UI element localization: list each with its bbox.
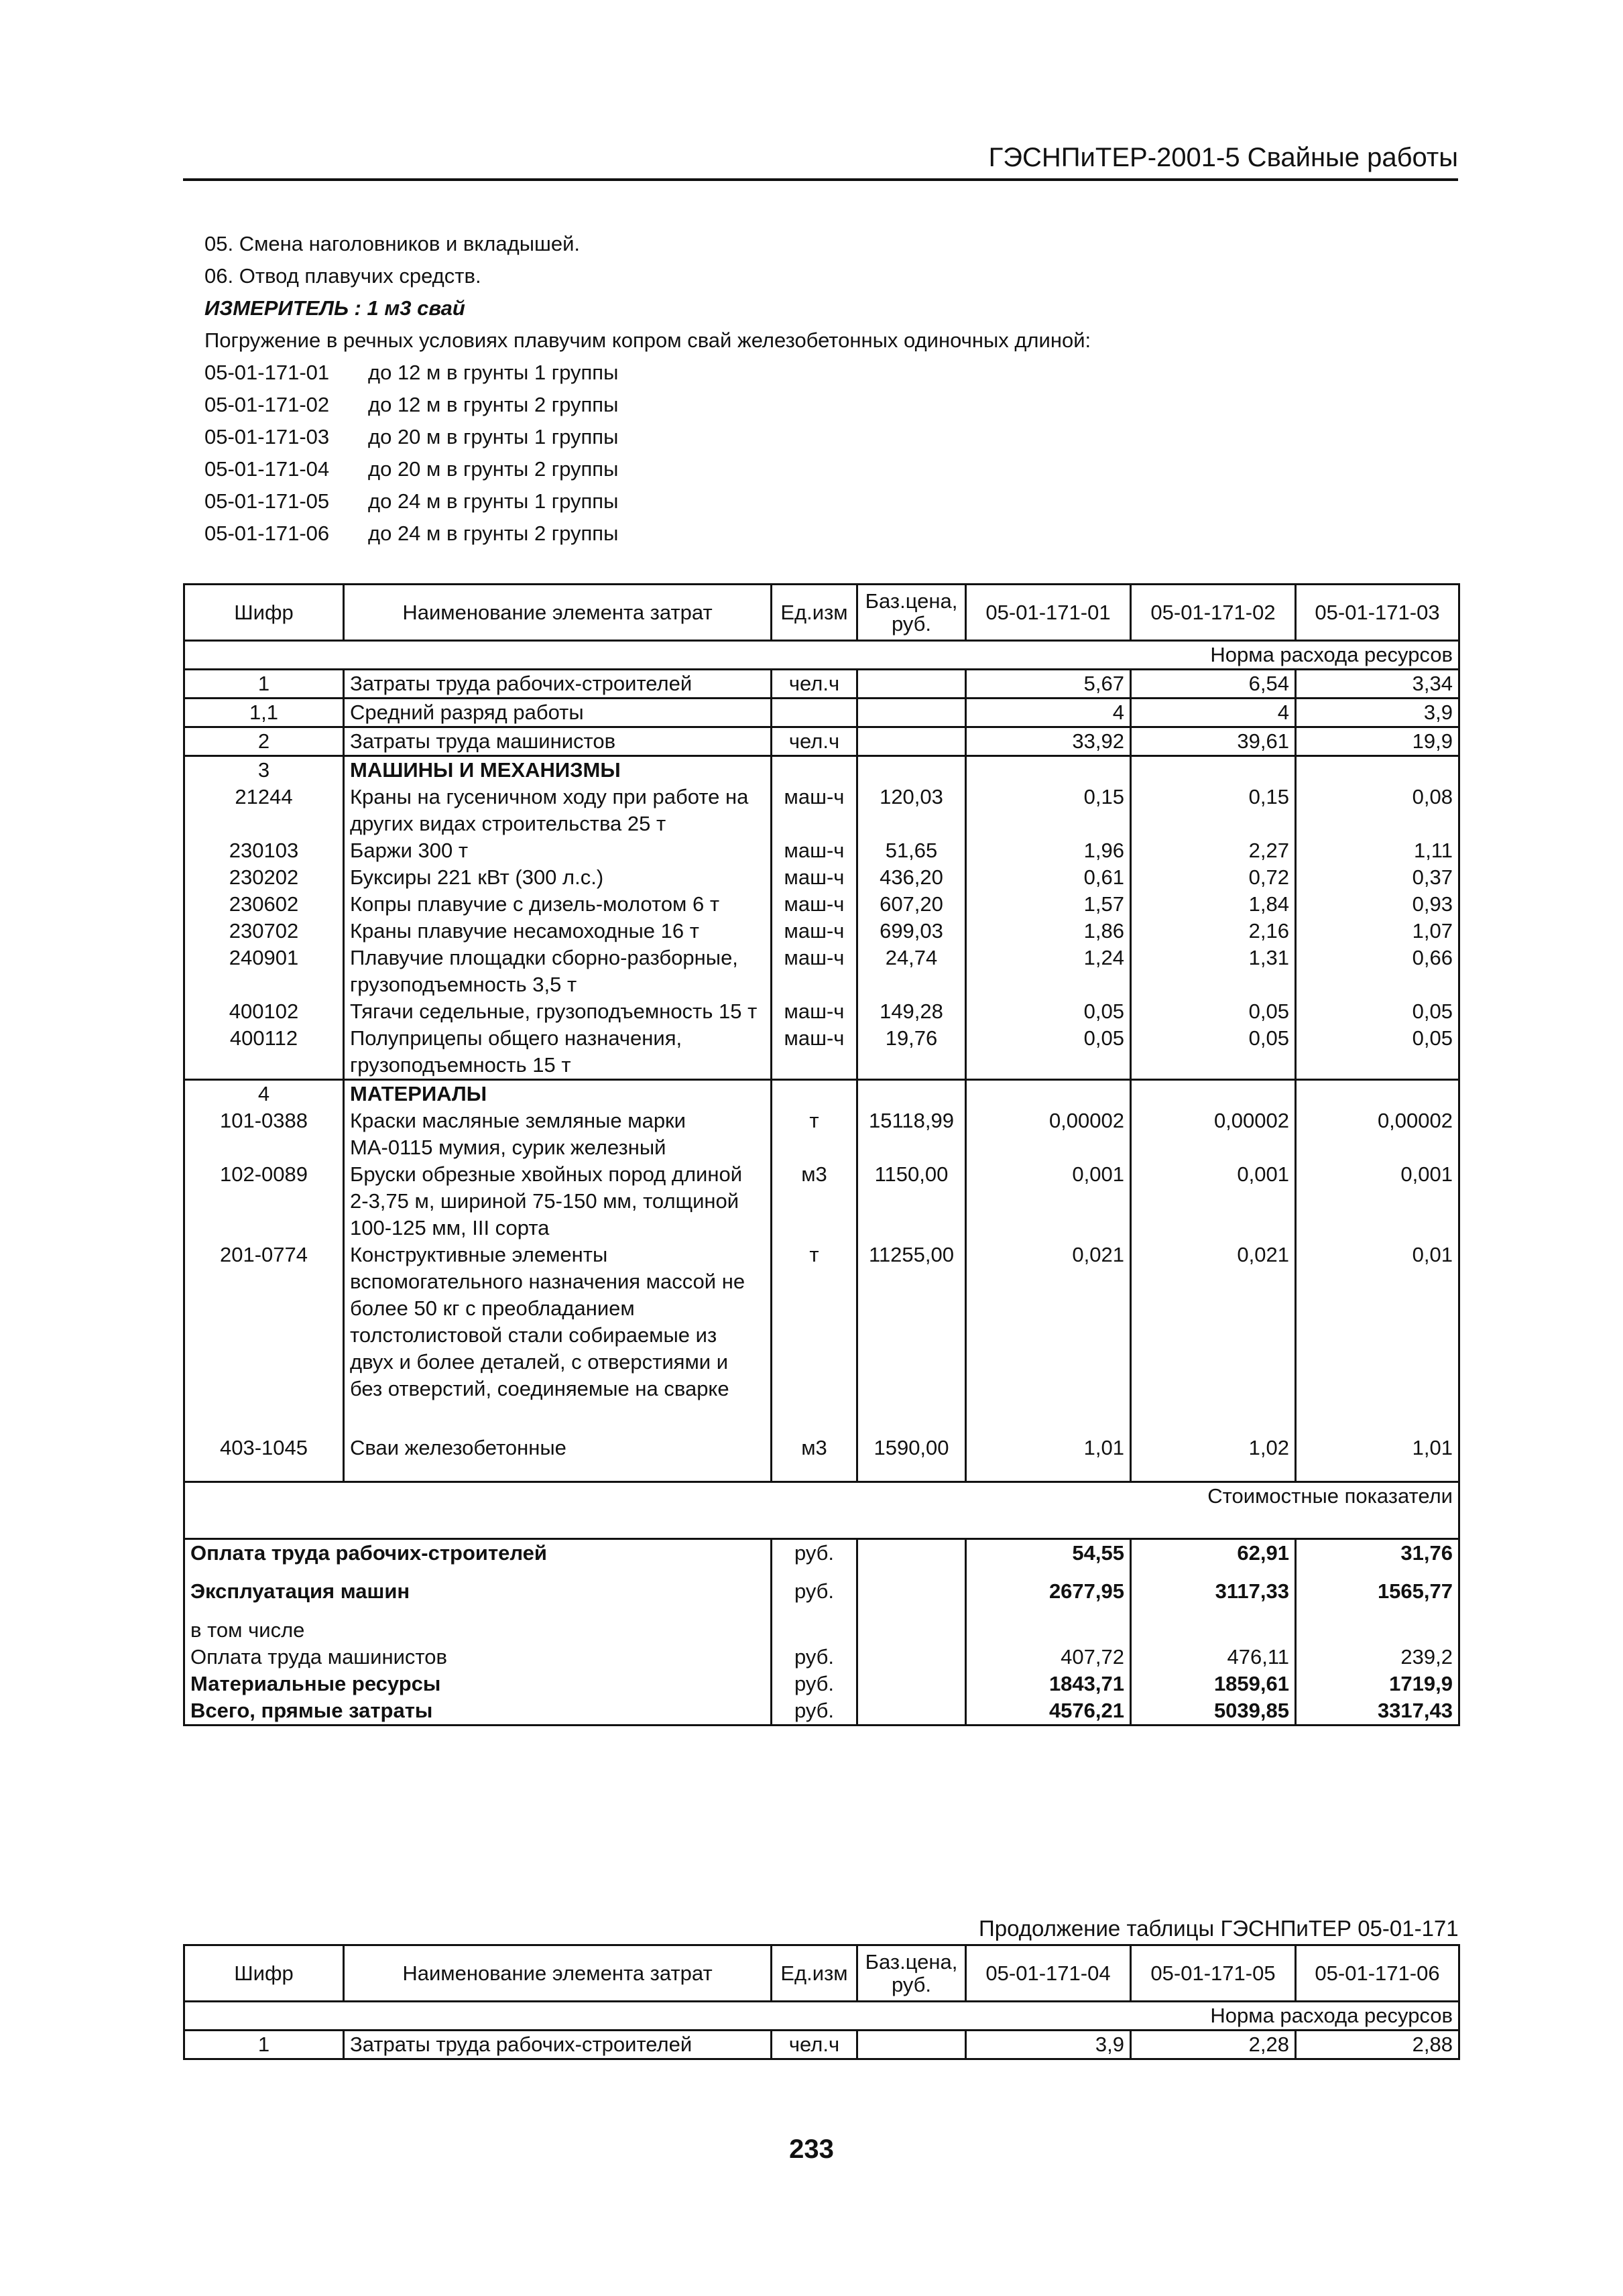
row-value-2: 1,02	[1131, 1435, 1296, 1482]
item-line	[204, 518, 1445, 550]
row-code: 201-0774	[184, 1242, 344, 1435]
row-unit: чел.ч	[772, 2031, 857, 2059]
header-col-3: 05-01-171-06	[1296, 1945, 1459, 2002]
header-price: Баз.цена, руб.	[857, 585, 966, 641]
section-row	[184, 1080, 1459, 1108]
item-code: 05-01-171-04	[204, 457, 330, 481]
row-code: 230702	[184, 918, 344, 945]
step-line: 05. Смена наголовников и вкладышей.	[204, 232, 581, 255]
table-row	[184, 1161, 1459, 1242]
row-value-1: 33,92	[966, 727, 1131, 756]
row-code: 230602	[184, 891, 344, 918]
cost-value-2: 5039,85	[1131, 1697, 1296, 1726]
row-unit: чел.ч	[772, 727, 857, 756]
row-value-2: 2,28	[1131, 2031, 1296, 2059]
row-name: Краны плавучие несамоходные 16 т	[344, 918, 772, 945]
row-value-1: 0,05	[966, 998, 1131, 1025]
row-value-1: 5,67	[966, 670, 1131, 699]
row-value-2: 0,021	[1131, 1242, 1296, 1435]
cost-unit: руб.	[772, 1644, 857, 1671]
row-value-3: 0,05	[1296, 1025, 1459, 1080]
cost-value-3: 239,2	[1296, 1644, 1459, 1671]
row-price: 149,28	[857, 998, 966, 1025]
row-value-2: 2,27	[1131, 837, 1296, 864]
row-price	[857, 670, 966, 699]
row-value-1: 0,15	[966, 784, 1131, 837]
row-code: 1,1	[184, 699, 344, 727]
row-value-1: 1,96	[966, 837, 1131, 864]
row-code: 1	[184, 2031, 344, 2059]
row-name: Затраты труда рабочих-строителей	[344, 2031, 772, 2059]
cost-unit: руб.	[772, 1578, 857, 1617]
row-value-1: 1,01	[966, 1435, 1131, 1482]
intro-block	[204, 228, 1445, 550]
header-col-3: 05-01-171-03	[1296, 585, 1459, 641]
row-name: Копры плавучие с дизель-молотом 6 т	[344, 891, 772, 918]
row-code: 400112	[184, 1025, 344, 1080]
running-header	[183, 135, 1458, 181]
table-row	[184, 1025, 1459, 1080]
header-col-2: 05-01-171-02	[1131, 585, 1296, 641]
row-name: Краны на гусеничном ходу при работе на других видах строительства 25 т	[344, 784, 772, 837]
header-price: Баз.цена, руб.	[857, 1945, 966, 2002]
table-row	[184, 1107, 1459, 1161]
table-row	[184, 670, 1459, 699]
section-heading: МАТЕРИАЛЫ	[344, 1080, 772, 1108]
row-unit	[772, 699, 857, 727]
row-value-3: 0,08	[1296, 784, 1459, 837]
cost-row	[184, 1644, 1459, 1671]
row-price	[857, 2031, 966, 2059]
cost-value-3: 1565,77	[1296, 1578, 1459, 1617]
row-name: Средний разряд работы	[344, 699, 772, 727]
cost-value-1: 1843,71	[966, 1671, 1131, 1697]
item-line	[204, 389, 1445, 421]
cost-label: Стоимостные показатели	[184, 1482, 1459, 1510]
row-value-2: 0,00002	[1131, 1107, 1296, 1161]
table-row	[184, 837, 1459, 864]
row-name: Конструктивные элементы вспомогательного назначения массой не более 50 кг с преобладанием толстолистовой стали собираемые из двух и более деталей, с отверстиями и без отверстий, соединяемые на сварке	[344, 1242, 772, 1435]
row-value-2: 1,84	[1131, 891, 1296, 918]
row-value-2: 0,05	[1131, 998, 1296, 1025]
norm-label: Норма расхода ресурсов	[184, 2002, 1459, 2031]
cost-unit: руб.	[772, 1671, 857, 1697]
row-name: Буксиры 221 кВт (300 л.с.)	[344, 864, 772, 891]
row-code: 403-1045	[184, 1435, 344, 1482]
row-price	[857, 699, 966, 727]
cost-unit: руб.	[772, 1539, 857, 1578]
row-name: Баржи 300 т	[344, 837, 772, 864]
row-value-3: 0,93	[1296, 891, 1459, 918]
row-value-3: 3,34	[1296, 670, 1459, 699]
row-name: Сваи железобетонные	[344, 1435, 772, 1482]
row-code: 240901	[184, 945, 344, 998]
cost-row	[184, 1539, 1459, 1578]
header-col-1: 05-01-171-01	[966, 585, 1131, 641]
row-unit: маш-ч	[772, 837, 857, 864]
table-row	[184, 699, 1459, 727]
row-code: 101-0388	[184, 1107, 344, 1161]
row-value-3: 0,01	[1296, 1242, 1459, 1435]
cost-name: в том числе	[184, 1617, 772, 1644]
table-header-row	[184, 585, 1459, 641]
row-value-1: 0,021	[966, 1242, 1131, 1435]
item-text: до 24 м в грунты 2 группы	[368, 522, 619, 545]
row-code: 230202	[184, 864, 344, 891]
step-line: 06. Отвод плавучих средств.	[204, 264, 481, 288]
row-name: Краски масляные земляные марки МА-0115 мумия, сурик железный	[344, 1107, 772, 1161]
cost-value-2: 62,91	[1131, 1539, 1296, 1578]
row-code: 1	[184, 670, 344, 699]
page-number: 233	[789, 2134, 834, 2164]
row-unit: маш-ч	[772, 945, 857, 998]
row-price: 51,65	[857, 837, 966, 864]
row-name: Бруски обрезные хвойных пород длиной 2-3,75 м, шириной 75-150 мм, толщиной 100-125 мм, III сорта	[344, 1161, 772, 1242]
cost-value-2: 3117,33	[1131, 1578, 1296, 1617]
row-value-1: 0,00002	[966, 1107, 1131, 1161]
cost-value-3: 31,76	[1296, 1539, 1459, 1578]
row-price: 699,03	[857, 918, 966, 945]
header-code: Шифр	[184, 585, 344, 641]
cost-value-2: 476,11	[1131, 1644, 1296, 1671]
row-value-1: 4	[966, 699, 1131, 727]
row-price: 19,76	[857, 1025, 966, 1080]
item-line	[204, 421, 1445, 453]
cost-value-1: 2677,95	[966, 1578, 1131, 1617]
item-line	[204, 357, 1445, 389]
cost-row	[184, 1617, 1459, 1644]
header-name: Наименование элемента затрат	[344, 1945, 772, 2002]
table-row	[184, 918, 1459, 945]
table-row	[184, 998, 1459, 1025]
norm-label-row	[184, 641, 1459, 670]
item-text: до 12 м в грунты 1 группы	[368, 361, 619, 384]
row-value-3: 1,11	[1296, 837, 1459, 864]
cost-row	[184, 1671, 1459, 1697]
row-value-3: 0,37	[1296, 864, 1459, 891]
table-row	[184, 1435, 1459, 1482]
row-code: 21244	[184, 784, 344, 837]
norm-label: Норма расхода ресурсов	[184, 641, 1459, 670]
row-value-2: 0,72	[1131, 864, 1296, 891]
header-col-2: 05-01-171-05	[1131, 1945, 1296, 2002]
header-code: Шифр	[184, 1945, 344, 2002]
table-row	[184, 784, 1459, 837]
cost-label-row	[184, 1482, 1459, 1510]
row-price: 15118,99	[857, 1107, 966, 1161]
row-value-3: 0,66	[1296, 945, 1459, 998]
section-row	[184, 756, 1459, 784]
cost-spacer-row	[184, 1510, 1459, 1539]
item-code: 05-01-171-03	[204, 425, 330, 448]
row-code: 400102	[184, 998, 344, 1025]
row-code: 102-0089	[184, 1161, 344, 1242]
table-row	[184, 2031, 1459, 2059]
item-line	[204, 485, 1445, 518]
row-value-2: 0,15	[1131, 784, 1296, 837]
row-unit: т	[772, 1242, 857, 1435]
row-unit: т	[772, 1107, 857, 1161]
row-value-1: 0,001	[966, 1161, 1131, 1242]
header-col-1: 05-01-171-04	[966, 1945, 1131, 2002]
measure-unit: ИЗМЕРИТЕЛЬ : 1 м3 свай	[204, 296, 465, 320]
row-value-2: 6,54	[1131, 670, 1296, 699]
item-code: 05-01-171-01	[204, 361, 330, 384]
row-unit: маш-ч	[772, 918, 857, 945]
header-unit: Ед.изм	[772, 585, 857, 641]
section-title: Погружение в речных условиях плавучим копром свай железобетонных одиночных длиной:	[204, 328, 1091, 352]
cost-name: Всего, прямые затраты	[184, 1697, 772, 1726]
cost-unit: руб.	[772, 1697, 857, 1726]
row-code: 230103	[184, 837, 344, 864]
row-unit: маш-ч	[772, 1025, 857, 1080]
continuation-caption: Продолжение таблицы ГЭСНПиТЕР 05-01-171	[979, 1916, 1459, 1941]
row-value-2: 4	[1131, 699, 1296, 727]
header-name: Наименование элемента затрат	[344, 585, 772, 641]
row-value-3: 0,00002	[1296, 1107, 1459, 1161]
cost-name: Эксплуатация машин	[184, 1578, 772, 1617]
row-unit: маш-ч	[772, 891, 857, 918]
row-value-3: 0,05	[1296, 998, 1459, 1025]
row-value-1: 1,24	[966, 945, 1131, 998]
item-code: 05-01-171-05	[204, 489, 330, 513]
row-value-3: 2,88	[1296, 2031, 1459, 2059]
row-name: Затраты труда машинистов	[344, 727, 772, 756]
row-value-3: 1,01	[1296, 1435, 1459, 1482]
header-unit: Ед.изм	[772, 1945, 857, 2002]
cost-row	[184, 1697, 1459, 1726]
cost-name: Материальные ресурсы	[184, 1671, 772, 1697]
row-price: 11255,00	[857, 1242, 966, 1435]
row-unit: чел.ч	[772, 670, 857, 699]
row-value-2: 2,16	[1131, 918, 1296, 945]
row-value-1: 1,57	[966, 891, 1131, 918]
row-value-3: 3,9	[1296, 699, 1459, 727]
row-price	[857, 727, 966, 756]
cost-value-1: 54,55	[966, 1539, 1131, 1578]
cost-value-3: 1719,9	[1296, 1671, 1459, 1697]
cost-row	[184, 1578, 1459, 1617]
item-code: 05-01-171-02	[204, 393, 330, 416]
row-unit: маш-ч	[772, 784, 857, 837]
resource-table	[183, 583, 1460, 1726]
row-value-2: 0,001	[1131, 1161, 1296, 1242]
row-unit: м3	[772, 1435, 857, 1482]
row-value-1: 3,9	[966, 2031, 1131, 2059]
row-unit: маш-ч	[772, 998, 857, 1025]
item-text: до 24 м в грунты 1 группы	[368, 489, 619, 513]
row-value-1: 0,05	[966, 1025, 1131, 1080]
row-price: 24,74	[857, 945, 966, 998]
row-value-2: 39,61	[1131, 727, 1296, 756]
resource-table-continued	[183, 1944, 1460, 2060]
item-text: до 20 м в грунты 1 группы	[368, 425, 619, 448]
row-code: 4	[184, 1080, 344, 1108]
item-line	[204, 453, 1445, 485]
row-code: 2	[184, 727, 344, 756]
item-code: 05-01-171-06	[204, 522, 330, 545]
cost-value-3: 3317,43	[1296, 1697, 1459, 1726]
row-price: 1590,00	[857, 1435, 966, 1482]
table-row	[184, 891, 1459, 918]
row-name: Полуприцепы общего назначения, грузоподъемность 15 т	[344, 1025, 772, 1080]
row-unit: маш-ч	[772, 864, 857, 891]
row-value-2: 0,05	[1131, 1025, 1296, 1080]
row-value-1: 0,61	[966, 864, 1131, 891]
table-row	[184, 864, 1459, 891]
row-value-3: 19,9	[1296, 727, 1459, 756]
cost-name: Оплата труда машинистов	[184, 1644, 772, 1671]
row-price: 1150,00	[857, 1161, 966, 1242]
table-row	[184, 945, 1459, 998]
cost-value-1: 4576,21	[966, 1697, 1131, 1726]
row-value-2: 1,31	[1131, 945, 1296, 998]
table-row	[184, 727, 1459, 756]
row-name: Плавучие площадки сборно-разборные, грузоподъемность 3,5 т	[344, 945, 772, 998]
row-value-1: 1,86	[966, 918, 1131, 945]
row-price: 120,03	[857, 784, 966, 837]
row-code: 3	[184, 756, 344, 784]
item-text: до 12 м в грунты 2 группы	[368, 393, 619, 416]
row-name: Тягачи седельные, грузоподъемность 15 т	[344, 998, 772, 1025]
row-value-3: 1,07	[1296, 918, 1459, 945]
item-text: до 20 м в грунты 2 группы	[368, 457, 619, 481]
row-unit: м3	[772, 1161, 857, 1242]
section-heading: МАШИНЫ И МЕХАНИЗМЫ	[344, 756, 772, 784]
table-header-row	[184, 1945, 1459, 2002]
row-price: 607,20	[857, 891, 966, 918]
cost-name: Оплата труда рабочих-строителей	[184, 1539, 772, 1578]
row-name: Затраты труда рабочих-строителей	[344, 670, 772, 699]
table-row	[184, 1242, 1459, 1435]
row-value-3: 0,001	[1296, 1161, 1459, 1242]
cost-value-2: 1859,61	[1131, 1671, 1296, 1697]
row-price: 436,20	[857, 864, 966, 891]
cost-value-1: 407,72	[966, 1644, 1131, 1671]
norm-label-row	[184, 2002, 1459, 2031]
running-header-title: ГЭСНПиТЕР-2001-5 Свайные работы	[988, 143, 1458, 172]
